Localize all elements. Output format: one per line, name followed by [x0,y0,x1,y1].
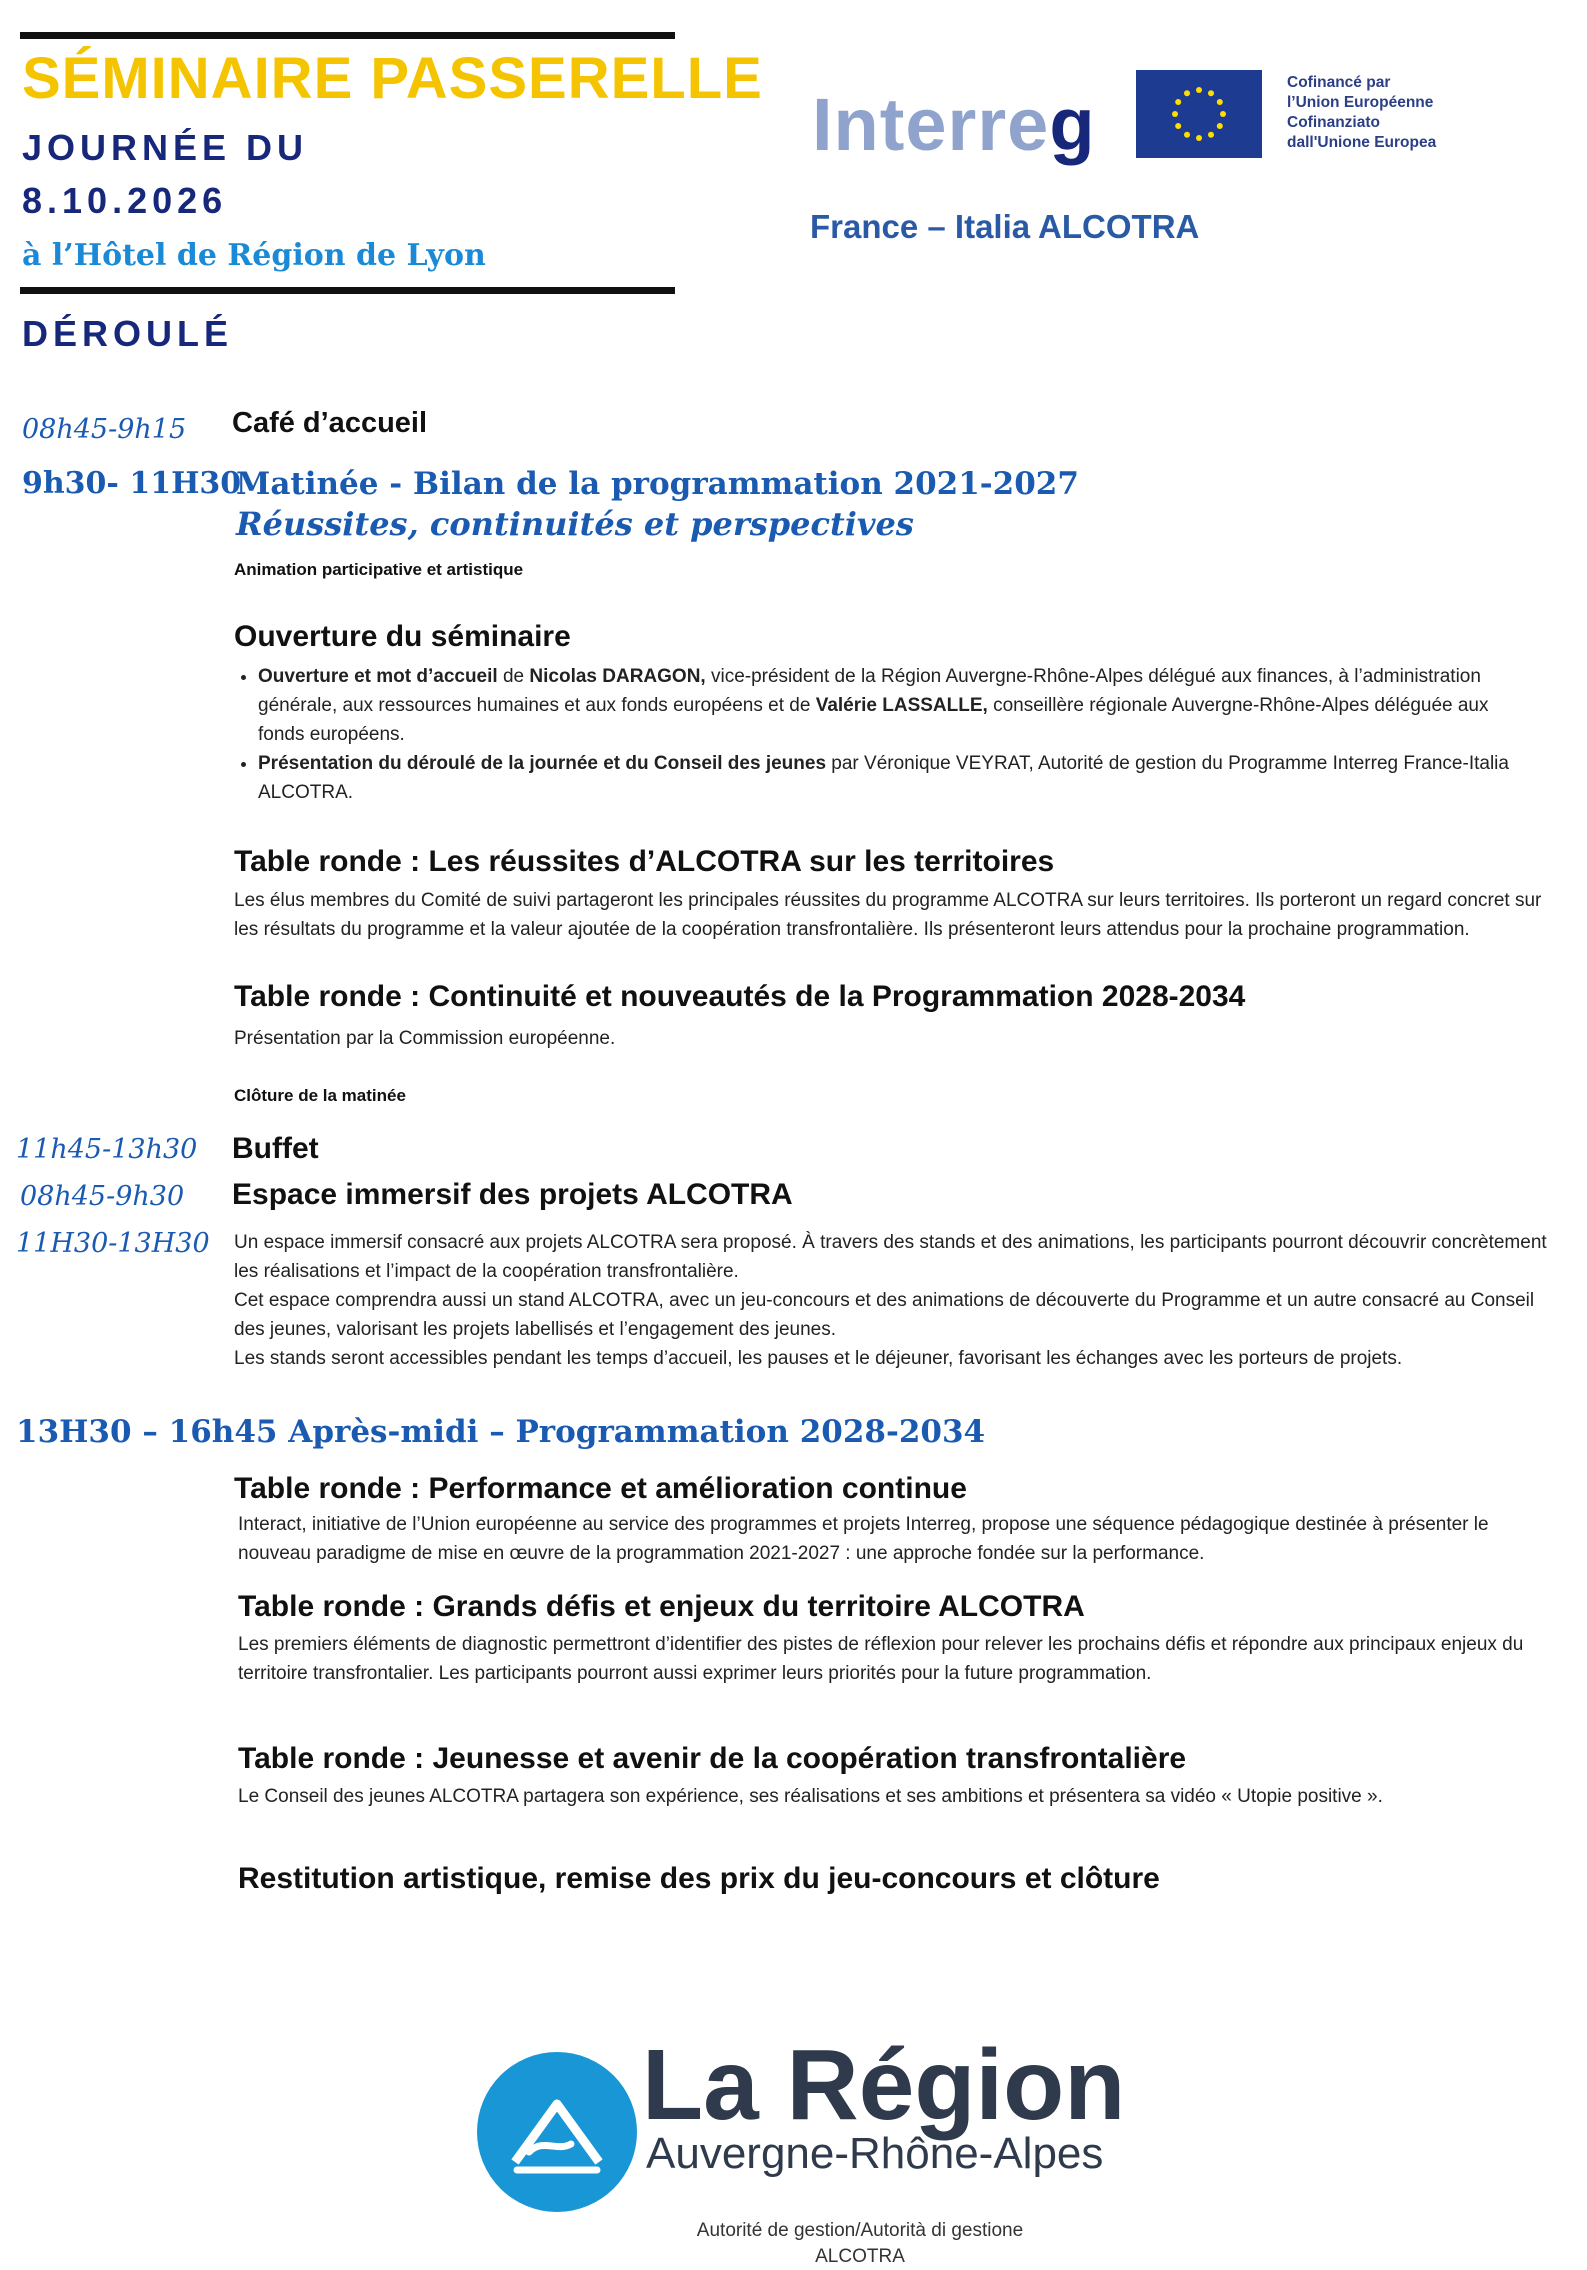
cafe-accueil: Café d’accueil [232,407,428,439]
page-title: SÉMINAIRE PASSERELLE [22,46,763,111]
matinee-title: Matinée - Bilan de la programmation 2021-2027 [236,466,1079,502]
table-ronde-5-text: Le Conseil des jeunes ALCOTRA partagera son expérience, ses réalisations et ses ambitions et présentera sa vidéo « Utopie positive ». [238,1786,1383,1807]
time-cafe: 08h45-9h15 [22,414,187,445]
table-ronde-4-title: Table ronde : Grands défis et enjeux du territoire ALCOTRA [238,1590,1085,1623]
table-ronde-3-text: Interact, initiative de l’Union européenne au service des programmes et projets Interreg, propose une séquence pédagogique destinée à présenter le nouveau paradigme de mise en œuvre de la programmation 2021-2027 : une approche fondée sur la performance. [238,1514,1489,1564]
ouverture-list [240,662,1540,807]
region-name: Auvergne-Rhône-Alpes [646,2129,1104,2178]
deroule-heading: DÉROULÉ [22,313,234,354]
cloture-matinee: Clôture de la matinée [234,1086,406,1105]
bottom-rule [20,287,675,294]
region-brand: La Région [642,2029,1126,2141]
time-matinee: 9h30- 11H30 [22,466,242,501]
list-item: • Ouverture et mot d’accueil de Nicolas DARAGON, vice-président de la Région Auvergne-Rhône-Alpes délégué aux finances, à l’administration générale, aux ressources humaines et aux fonds européens et de Valérie LASSALLE, conseillère régionale Auvergne-Rhône-Alpes déléguée aux fonds européens. [258,662,1540,749]
time-espace-1: 08h45-9h30 [20,1181,185,1212]
journee-label: JOURNÉE DU [22,127,309,168]
animation-label: Animation participative et artistique [234,560,524,579]
table-ronde-5-title: Table ronde : Jeunesse et avenir de la coopération transfrontalière [238,1742,1187,1775]
espace-text: Un espace immersif consacré aux projets ALCOTRA sera proposé. À travers des stands et des animations, les participants pourront découvrir concrètement les réalisations et l’impact de la coopération transfrontalière. Cet espace comprendra aussi un stand ALCOTRA, avec un jeu-concours et des animations de découverte du Programme et un autre consacré au Conseil des jeunes, valorisant les projets labellisés et l’engagement des jeunes. Les stands seront accessibles pendant les temps d’accueil, les pauses et le déjeuner, favorisant les échanges avec les porteurs de projets. [234,1232,1547,1369]
list-item: • Présentation du déroulé de la journée et du Conseil des jeunes par Véronique VEYRAT, Autorité de gestion du Programme Interreg France-Italia ALCOTRA. [258,749,1540,807]
table-ronde-2-title: Table ronde : Continuité et nouveautés de la Programmation 2028-2034 [234,980,1246,1013]
event-date: 8.10.2026 [22,180,228,221]
table-ronde-1-title: Table ronde : Les réussites d’ALCOTRA sur les territoires [234,845,1055,878]
interreg-logo: Interreg [812,83,1096,166]
ouverture-title: Ouverture du séminaire [234,620,571,653]
buffet: Buffet [232,1132,319,1165]
top-rule [20,32,675,39]
espace-title: Espace immersif des projets ALCOTRA [232,1178,793,1211]
eu-flag-icon [1136,70,1262,158]
programme-name: France – Italia ALCOTRA [810,208,1200,245]
eu-cofinancing-text: Cofinancé par l’Union Européenne Cofinanziato dall'Unione Europea [1287,74,1437,151]
closing-session: Restitution artistique, remise des prix du jeu-concours et clôture [238,1862,1160,1895]
eu-stars-icon [1136,70,1262,158]
mountain-icon [477,2052,637,2212]
region-logo-icon [477,2052,637,2212]
table-ronde-3-title: Table ronde : Performance et amélioration continue [234,1472,967,1505]
table-ronde-4-text: Les premiers éléments de diagnostic permettront d’identifier des pistes de réflexion pour relever les prochains défis et répondre aux principaux enjeux du territoire transfrontalier. Les participants pourront aussi exprimer leurs priorités pour la future programmation. [238,1634,1524,1684]
time-espace-2: 11H30-13H30 [16,1228,210,1259]
time-buffet: 11h45-13h30 [16,1134,198,1165]
table-ronde-2-text: Présentation par la Commission européenne. [234,1028,616,1049]
managing-authority: Autorité de gestion/Autorità di gestione ALCOTRA [696,2220,1024,2267]
table-ronde-1-text: Les élus membres du Comité de suivi partageront les principales réussites du programme ALCOTRA sur leurs territoires. Ils porteront un regard concret sur les résultats du programme et la valeur ajoutée de la coopération transfrontalière. Ils présenteront leurs attendus pour la prochaine programmation. [234,890,1542,940]
matinee-subtitle: Réussites, continuités et perspectives [236,505,914,543]
apres-midi-title: 13H30 – 16h45 Après-midi – Programmation 2028-2034 [16,1414,986,1450]
venue: à l’Hôtel de Région de Lyon [22,238,486,273]
